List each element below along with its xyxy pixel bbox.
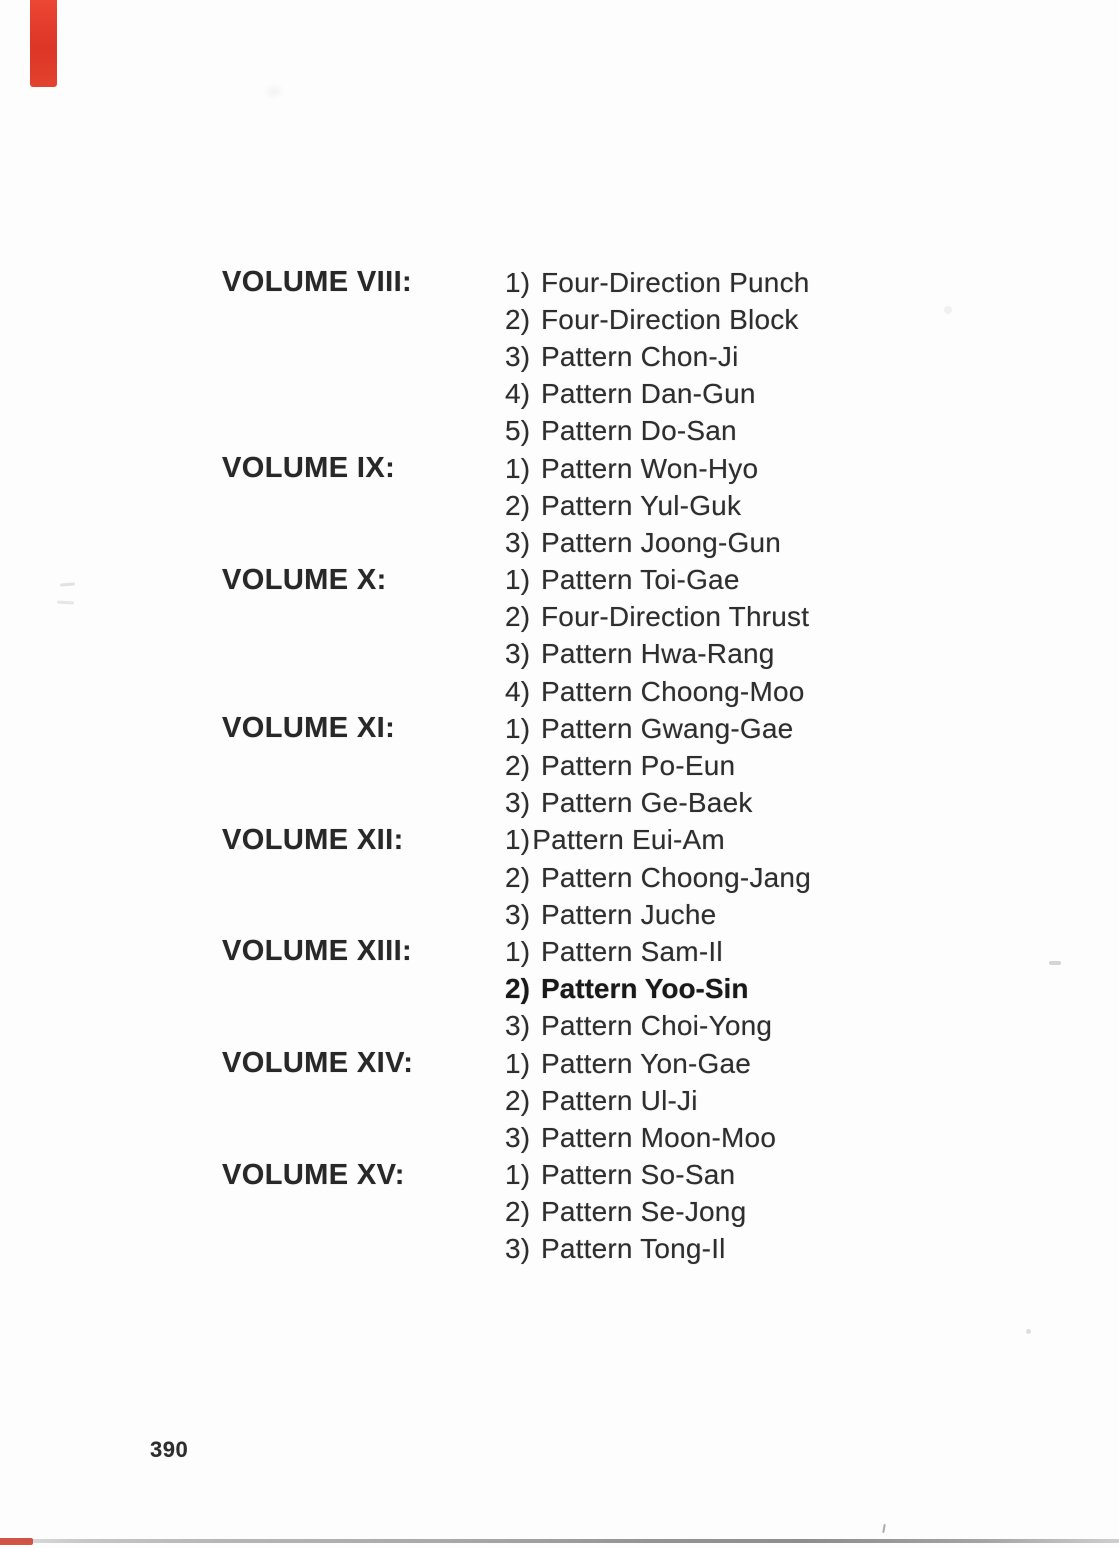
item-number: 2) (505, 1084, 531, 1116)
scan-speck (263, 83, 285, 100)
list-row (0, 1194, 1119, 1231)
list-row (0, 933, 1119, 970)
item-number: 2) (505, 489, 531, 521)
item-number: 2) (505, 750, 531, 782)
volume-label: VOLUME XII: (222, 823, 404, 856)
item-name: Four-Direction Block (541, 303, 799, 335)
item-name: Pattern Won-Hyo (541, 452, 759, 484)
volume-label: VOLUME X: (222, 563, 387, 596)
item-number: 3) (505, 1121, 531, 1153)
list-row (0, 1231, 1119, 1268)
item-number: 2) (505, 601, 531, 633)
volume-label: VOLUME XIV: (222, 1047, 414, 1080)
item-name: Pattern Chon-Ji (541, 340, 739, 372)
list-row (0, 450, 1119, 487)
list-row (0, 971, 1119, 1008)
item-name: Pattern So-San (541, 1159, 736, 1191)
item-number: 1) (505, 1159, 531, 1191)
item-number: 1) (505, 266, 531, 298)
item-number: 1) (505, 564, 531, 596)
list-row (0, 376, 1119, 413)
item-name: Pattern Toi-Gae (541, 564, 740, 596)
item-name: Pattern Hwa-Rang (541, 638, 775, 670)
item-name: Pattern Se-Jong (541, 1196, 747, 1228)
list-row (0, 524, 1119, 561)
item-number: 1) (505, 712, 531, 744)
list-row (0, 822, 1119, 859)
list-row (0, 710, 1119, 747)
item-number: 2) (505, 973, 530, 1005)
list-row (0, 785, 1119, 822)
item-number: 1) (505, 935, 531, 967)
item-number: 3) (505, 1233, 531, 1265)
item-number: 2) (505, 861, 531, 893)
list-row (0, 673, 1119, 710)
item-name: Pattern Do-San (541, 415, 737, 447)
list-row (0, 599, 1119, 636)
item-number: 2) (505, 1196, 531, 1228)
item-name: Pattern Dan-Gun (541, 378, 756, 410)
item-name: Four-Direction Punch (541, 266, 810, 298)
item-name: Pattern Juche (541, 898, 717, 930)
item-name: Pattern Joong-Gun (541, 526, 781, 558)
list-row (0, 859, 1119, 896)
item-number: 5) (505, 415, 531, 447)
item-number: 3) (505, 638, 531, 670)
list-row (0, 487, 1119, 524)
item-number: 3) (505, 340, 531, 372)
item-name: Pattern Ul-Ji (541, 1084, 698, 1116)
volume-label: VOLUME XV: (222, 1158, 405, 1191)
item-number: 3) (505, 898, 531, 930)
item-number: 3) (505, 787, 531, 819)
item-name: Pattern Choong-Jang (541, 861, 811, 893)
item-name: Pattern Eui-Am (532, 824, 725, 856)
item-name: Pattern Ge-Baek (541, 787, 753, 819)
item-name: Four-Direction Thrust (541, 601, 810, 633)
item-name: Pattern Yon-Gae (541, 1047, 752, 1079)
list-row (0, 636, 1119, 673)
item-name: Pattern Po-Eun (541, 750, 736, 782)
volume-label: VOLUME XIII: (222, 935, 413, 968)
list-row (0, 338, 1119, 375)
volume-list (0, 264, 1119, 1268)
list-row (0, 301, 1119, 338)
volume-label: VOLUME VIII: (222, 266, 413, 299)
list-row (0, 896, 1119, 933)
item-name: Pattern Gwang-Gae (541, 712, 794, 744)
scan-edge-red-mark-top (30, 0, 57, 87)
list-row (0, 264, 1119, 301)
item-name: Pattern Choi-Yong (541, 1010, 773, 1042)
list-row (0, 747, 1119, 784)
item-number: 1) (505, 452, 531, 484)
scan-speck (882, 1524, 886, 1533)
list-row (0, 413, 1119, 450)
list-row (0, 562, 1119, 599)
list-row (0, 1157, 1119, 1194)
item-name: Pattern Choong-Moo (541, 675, 805, 707)
item-number: 1) (505, 824, 531, 856)
item-name: Pattern Tong-Il (541, 1233, 726, 1265)
list-row (0, 1045, 1119, 1082)
item-number: 3) (505, 1010, 531, 1042)
item-name: Pattern Moon-Moo (541, 1121, 777, 1153)
item-number: 4) (505, 675, 531, 707)
page-edge-line (0, 1539, 1119, 1543)
volume-label: VOLUME XI: (222, 712, 396, 745)
item-number: 4) (505, 378, 531, 410)
item-number: 2) (505, 303, 531, 335)
item-number: 3) (505, 526, 531, 558)
item-name: Pattern Yoo-Sin (541, 973, 749, 1005)
volume-label: VOLUME IX: (222, 452, 396, 485)
list-row (0, 1008, 1119, 1045)
list-row (0, 1082, 1119, 1119)
item-name: Pattern Sam-Il (541, 935, 723, 967)
list-row (0, 1119, 1119, 1156)
item-name: Pattern Yul-Guk (541, 489, 742, 521)
scan-speck (1026, 1329, 1031, 1334)
scan-edge-red-mark-bottom (0, 1538, 33, 1545)
page-number: 390 (150, 1437, 189, 1462)
item-number: 1) (505, 1047, 531, 1079)
